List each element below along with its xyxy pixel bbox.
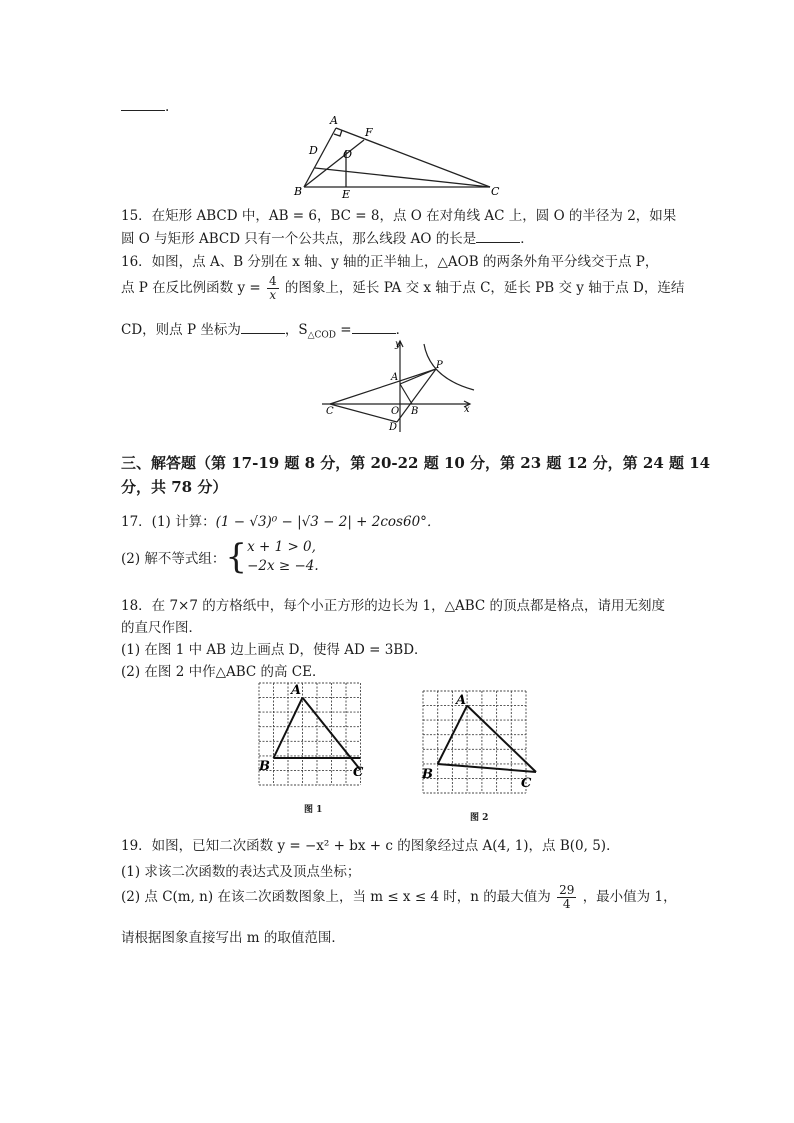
- q16-line3: CD，则点 P 坐标为 ，$S_{\triangle COD}$ = ．: [121, 322, 410, 341]
- q15-line2: 圆 O 与矩形 ABCD 只有一个公共点，那么线段 AO 的长是 ．: [121, 231, 534, 247]
- section-heading-line1: 三、解答题（第 17-19 题 8 分，第 20-22 题 10 分，第 23 题 12 分，第 24 题 14: [121, 454, 711, 472]
- q18-line2: 的直尺作图．: [121, 620, 202, 636]
- vertex-C: C: [353, 765, 364, 780]
- answer-blank-16a: [241, 321, 285, 334]
- answer-blank-15: [476, 230, 520, 243]
- label-C: C: [326, 406, 334, 417]
- grid-figure-1: [255, 680, 373, 788]
- label-C: C: [491, 185, 500, 198]
- q19-part2: (2) 点 C(m, n) 在该二次函数图象上，当 m ≤ x ≤ 4 时，n 的最大值为 $\frac{29}{4}$ ，最小值为 1，: [121, 883, 677, 911]
- q15-line1: 15．在矩形 ABCD 中，AB = 6，BC = 8，点 O 在对角线 AC 上，圆 O 的半径为 2，如果: [121, 208, 677, 224]
- q17-part1: 17．(1) 计算：(1 − √3)⁰ − |√3 − 2| + 2cos60°．: [121, 514, 441, 530]
- figure-q16-coordinate: [318, 338, 478, 434]
- label-B: B: [294, 185, 303, 198]
- section-heading-line2: 分，共 78 分）: [121, 478, 228, 496]
- vertex-A: A: [456, 693, 467, 708]
- q18-part1: (1) 在图 1 中 AB 边上画点 D，使得 AD = 3BD．: [121, 642, 428, 658]
- fraction-29-over-4: $\frac{29}{4}$: [559, 883, 575, 911]
- axis-label-y: y: [395, 339, 401, 350]
- vertex-B: B: [422, 767, 433, 782]
- label-A: A: [391, 372, 399, 383]
- label-D: D: [309, 144, 318, 157]
- answer-blank-16b: [352, 321, 396, 334]
- fraction-4-over-x: $\frac{4}{x}$: [268, 274, 277, 302]
- figure-1-caption: 图 1: [304, 805, 323, 815]
- vertex-A: A: [291, 683, 302, 698]
- label-F: F: [365, 126, 373, 139]
- brace-icon: {: [225, 537, 248, 577]
- vertex-C: C: [521, 776, 532, 791]
- label-O: O: [391, 406, 400, 417]
- axis-label-x: x: [464, 404, 470, 415]
- figure-2-caption: 图 2: [470, 813, 489, 823]
- label-B: B: [411, 406, 419, 417]
- answer-blank-14: .: [121, 98, 169, 115]
- q16-line2: 点 P 在反比例函数 y = $\frac{4}{x}$ 的图象上，延长 PA 交 x 轴于点 C，延长 PB 交 y 轴于点 D，连结: [121, 274, 685, 302]
- q19-last-line: 请根据图象直接写出 m 的取值范围．: [121, 930, 345, 946]
- grid-figure-2: [420, 688, 542, 796]
- label-D: D: [389, 422, 398, 433]
- label-E: E: [342, 188, 351, 198]
- q17-part2: (2) 解不等式组：{ x + 1 > 0, −2x ≥ −4.: [121, 537, 319, 577]
- figure-q14-triangle: [290, 112, 502, 198]
- q18-part2: (2) 在图 2 中作△ABC 的高 CE．: [121, 664, 326, 680]
- label-O: O: [343, 148, 353, 161]
- q16-line1: 16．如图，点 A、B 分别在 x 轴、y 轴的正半轴上，△AOB 的两条外角平分线交于点 P，: [121, 254, 659, 270]
- vertex-B: B: [259, 759, 270, 774]
- inequality-system: x + 1 > 0, −2x ≥ −4.: [247, 539, 319, 574]
- q19-line1: 19．如图，已知二次函数 y = −x² + bx + c 的图象经过点 A(4, 1)，点 B(0, 5)．: [121, 838, 620, 854]
- label-P: P: [436, 360, 443, 371]
- q19-part1: (1) 求该二次函数的表达式及顶点坐标；: [121, 864, 361, 880]
- label-A: A: [330, 114, 338, 127]
- q18-line1: 18．在 7×7 的方格纸中，每个小正方形的边长为 1，△ABC 的顶点都是格点，请用无刻度: [121, 598, 666, 614]
